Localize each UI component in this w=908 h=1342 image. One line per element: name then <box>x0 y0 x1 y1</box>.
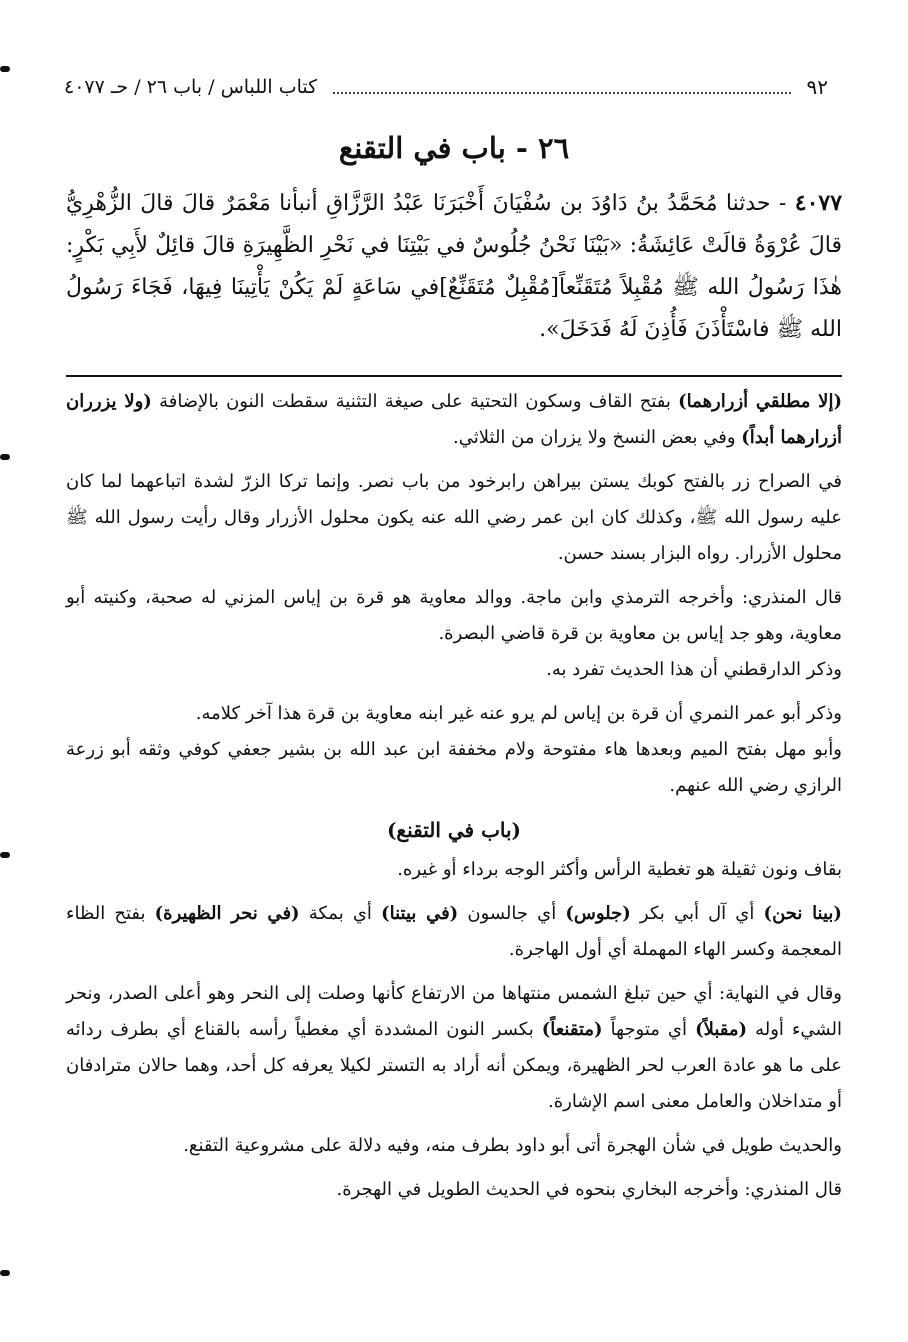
commentary-text: بفتح القاف وسكون التحتية على صيغة التثنية سقطت النون بالإضافة <box>159 391 671 412</box>
commentary-term: (ولا يزرران أزرارهما أبداً) <box>66 391 842 448</box>
commentary-paragraph <box>66 384 842 456</box>
commentary-paragraph: بقاف ونون ثقيلة هو تغطية الرأس وأكثر الوجه برداء أو غيره. <box>397 859 842 880</box>
commentary-text: أي متوجهاً <box>610 1019 688 1040</box>
commentary-paragraph: والحديث طويل في شأن الهجرة أتى أبو داود بطرف منه، وفيه دلالة على مشروعية التقنع. <box>183 1135 842 1156</box>
commentary-term: (جلوس) <box>565 903 631 924</box>
commentary-text: وقال في النهاية: أي حين تبلغ الشمس منتهاها من الارتفاع كأنها وصلت إلى النحر وهو أعلى الصدر، ونحر الشيء أوله <box>66 983 842 1040</box>
commentary-paragraph: وذكر أبو عمر النمري أن قرة بن إياس لم يرو عنه غير ابنه معاوية بن قرة هذا آخر كلامه. <box>195 703 842 724</box>
commentary-paragraph: في الصراح زر بالفتح كوبك يستن بيراهن رابرخود من باب نصر. وإنما تركا الزرّ لشدة اتباعهما لما كان عليه رسول الله ﷺ، وكذلك كان ابن عمر رضي الله عنه يكون محلول الأزرار وقال رأيت رسول الله ﷺ محلول الأزرار. رواه البزار بسند حسن. <box>66 471 842 564</box>
page-number: ٩٢ <box>806 75 828 99</box>
commentary <box>66 384 842 1216</box>
scan-edge-mark <box>0 1270 10 1276</box>
scan-edge-mark <box>0 66 10 72</box>
chapter-reference: كتاب اللباس / باب ٢٦ / حـ ٤٠٧٧ <box>64 76 318 98</box>
hadith-body: - حدثنا مُحَمَّدُ بنُ دَاوُدَ بن سُفْيَانَ أَخْبَرَنَا عَبْدُ الرَّزَّاقِ أنبأنا مَعْمَرٌ قالَ قالَ الزُّهْرِيُّ قالَ عُرْوَةُ قالَتْ عَائِشَةُ: «بَيْنَا نَحْنُ جُلُوسٌ في بَيْتِنَا في نَحْرِ الظَّهِيرَةِ قالَ قائِلٌ لأَبِي بَكْرٍ: هٰذَا رَسُولُ الله ﷺ مُقْبِلاً مُتَقَنِّعاً[مُقْبِلٌ مُتَقَنِّعٌ]في سَاعَةٍ لَمْ يَكُنْ يَأْتِينَا فِيهَا، فَجَاءَ رَسُولُ الله ﷺ فاسْتَأْذَنَ فَأُذِنَ لَهُ فَدَخَلَ». <box>66 191 842 342</box>
chapter-title: ٢٦ - باب في التقنع <box>338 131 570 165</box>
commentary-text: وفي بعض النسخ ولا يزران من الثلاثي. <box>453 427 736 448</box>
commentary-term: (بينا نحن) <box>763 903 842 924</box>
commentary-text: بكسر النون المشددة أي مغطياً رأسه بالقناع أي بطرف ردائه على ما هو عادة العرب لحر الظهيرة، ويمكن أنه أراد به التستر لكيلا يعرفه كل أحد، وهما حالان مترادفان أو متداخلان والعامل معنى اسم الإشارة. <box>66 1019 842 1112</box>
commentary-paragraph <box>66 976 842 1120</box>
commentary-term: (في بيتنا) <box>381 903 459 924</box>
commentary-paragraph: وذكر الدارقطني أن هذا الحديث تفرد به. <box>546 659 842 680</box>
commentary-paragraph <box>66 896 842 968</box>
hadith-text <box>66 182 842 351</box>
scan-edge-mark <box>0 454 10 460</box>
commentary-text: أي آل أبي بكر <box>639 903 755 924</box>
commentary-paragraph: قال المنذري: وأخرجه الترمذي وابن ماجة. ووالد معاوية هو قرة بن إياس المزني له صحبة، وكنيته أبو معاوية، وهو جد إياس بن معاوية بن قرة قاضي البصرة. <box>66 587 842 644</box>
running-header <box>64 72 828 102</box>
section-heading: (باب في التقنع) <box>386 818 522 842</box>
commentary-term: (إلا مطلقي أزرارهما) <box>678 391 842 412</box>
commentary-paragraph: وأبو مهل بفتح الميم وبعدها هاء مفتوحة ولام مخففة ابن عبد الله بن بشير جعفي كوفي وثقه أبو زرعة الرازي رضي الله عنهم. <box>66 739 842 796</box>
commentary-text: أي جالسون <box>467 903 557 924</box>
section-divider <box>66 375 842 377</box>
commentary-term: (في نحر الظهيرة) <box>154 903 300 924</box>
header-dot-leader <box>333 80 790 94</box>
scan-edge-mark <box>0 852 10 858</box>
commentary-text: بفتح الظاء المعجمة وكسر الهاء المهملة أي أول الهاجرة. <box>66 903 842 960</box>
commentary-term: (متقنعاً) <box>541 1019 603 1040</box>
hadith-number: ٤٠٧٧ <box>794 190 843 216</box>
commentary-text: أي بمكة <box>308 903 372 924</box>
commentary-term: (مقبلاً) <box>695 1019 748 1040</box>
commentary-paragraph: قال المنذري: وأخرجه البخاري بنحوه في الحديث الطويل في الهجرة. <box>336 1179 842 1200</box>
